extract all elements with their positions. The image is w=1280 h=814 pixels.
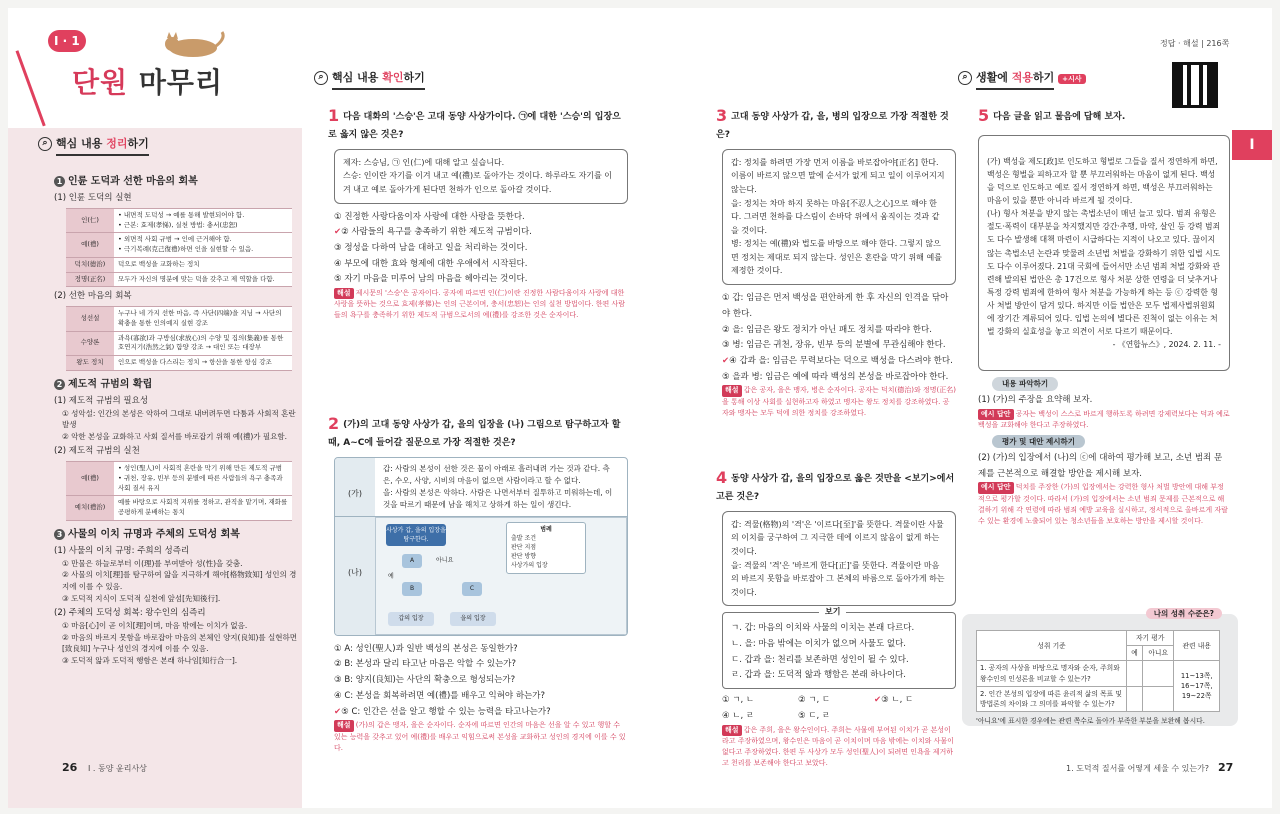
q1-explanation xyxy=(328,288,628,322)
q3-choices xyxy=(716,291,956,385)
summary-para: ② 마음의 바르지 못함을 바로잡아 마음의 본체인 양지(良知)를 실현하면[致良知] 누구나 성인의 경지에 이를 수 있음. xyxy=(62,632,298,654)
choice-text: ⑤ C: 인간은 선을 알고 행할 수 있는 능력을 타고나는가? xyxy=(341,706,551,717)
table-key: 수양론 xyxy=(66,331,114,356)
q2-na-label: (나) xyxy=(335,517,375,635)
yes-checkbox[interactable] xyxy=(1127,661,1143,686)
table-key: 예(禮) xyxy=(66,233,114,258)
bogi-item: ㄹ. 갑과 을: 도덕적 앎과 행함은 본래 하나이다. xyxy=(731,670,906,681)
q2-number: 2 xyxy=(328,414,340,433)
check-mark-icon: ✔ xyxy=(334,227,342,238)
q5-sub1: (1) (가)의 주장을 요약해 보자. xyxy=(978,395,1093,406)
article-box xyxy=(978,135,1230,372)
q5-number: 5 xyxy=(978,106,990,125)
q2-ga-label: (가) xyxy=(335,458,375,516)
summary-para: ② 악한 본성을 교화하고 사회 질서를 바로잡기 위해 예(禮)가 필요함. xyxy=(62,431,288,441)
table-header-row xyxy=(977,631,1220,646)
legend-item: 사상가의 입장 xyxy=(511,561,548,569)
choice[interactable]: ③ 정성을 다하여 남을 대하고 일을 처리하는 것이다. xyxy=(334,242,528,253)
self-check-table xyxy=(976,630,1220,712)
choice[interactable]: ① 갑: 임금은 먼저 백성을 편안하게 한 후 자신의 인격을 닦아야 한다. xyxy=(722,293,949,319)
check-title-hl: 확인 xyxy=(382,71,404,84)
table-value: 모두가 자신의 명분에 맞는 덕을 갖추고 제 역할을 다함. xyxy=(114,272,292,287)
q3-number: 3 xyxy=(716,106,728,125)
col-related: 관련 내용 xyxy=(1174,631,1220,661)
table-key: 인(仁) xyxy=(66,208,114,233)
q1-number: 1 xyxy=(328,106,340,125)
q1-stem xyxy=(328,104,628,143)
left-page-number: 26 xyxy=(62,761,78,774)
apply-title-b: 하기 xyxy=(1033,71,1055,84)
summary-sub-1-1: (1) 인륜 도덕의 실현 xyxy=(54,193,132,203)
check-title-a: 핵심 내용 xyxy=(332,71,379,84)
table-row xyxy=(66,233,292,258)
right-page xyxy=(640,8,1272,808)
table-key: 성선설 xyxy=(66,307,114,332)
pill-comprehension xyxy=(992,377,1230,391)
q5-text: 다음 글을 읽고 물음에 답해 보자. xyxy=(993,112,1126,122)
choice[interactable]: ⑤ ㄷ, ㄹ xyxy=(798,710,831,721)
self-check-panel xyxy=(962,609,1238,726)
table-value: • 외면적 사회 규범 → 인에 근거해야 함. • 극기복례(克己復禮)하면 인을 실현할 수 있음. xyxy=(114,233,292,258)
col-yes: 예 xyxy=(1127,646,1143,661)
choice[interactable]: ② 을: 임금은 왕도 정치가 아닌 패도 정치를 따라야 한다. xyxy=(722,324,932,335)
table-value: 예를 바탕으로 사회적 지위를 정하고, 관직을 맡기며, 재화를 공평하게 분배하는 통치 xyxy=(114,496,292,521)
q3-expl-text: 갑은 공자, 을은 맹자, 병은 순자이다. 공자는 덕치(德治)와 정명(正名)을 통해 이상 사회를 실현하고자 하였고 맹자는 왕도 정치를 강조하였다. 공자와 맹자는 모두 덕에 의한 정치를 강조하였다. xyxy=(722,386,956,417)
summary-para: ① 마음[心]이 곧 이치[理]이며, 마음 밖에는 이치가 없음. xyxy=(62,620,248,630)
check-mark-icon: ✔ xyxy=(874,695,882,706)
q4-statement-box: 갑: 격물(格物)의 '격'은 '이르다[至]'를 뜻한다. 격물이란 사물의 이치를 궁구하여 그 지극한 데에 이르지 않음이 없게 하는 것이다. 을: 격물의 '격'은 '바르게 한다[正]'를 뜻한다. 격물이란 마음의 바르지 못함을 바로잡아 그 본체의 바름으로 돌아가게 하는 것이다. xyxy=(722,511,956,607)
table-key: 예(禮) xyxy=(66,462,114,496)
q2-text: (가)의 고대 동양 사상가 갑, 을의 입장을 (나) 그림으로 탐구하고자 할 때, A~C에 들어갈 질문으로 가장 적절한 것은? xyxy=(328,420,621,448)
table-value: 누구나 네 가지 선한 마음, 즉 사단(四端)을 지님 → 사단의 확충을 통한 인의예지 실현 강조 xyxy=(114,307,292,332)
article-source: - 《연합뉴스》, 2024. 2. 11. - xyxy=(1112,340,1221,350)
q5-answer-2 xyxy=(978,482,1230,527)
col-self-eval: 자기 평가 xyxy=(1127,631,1174,646)
q3-statement-box: 갑: 정치를 하려면 가장 먼저 이름을 바로잡아야[正名] 한다. 이름이 바르지 않으면 말에 순서가 없게 되고 일이 이루어지지 않는다. 을: 정치는 차마 하지 못하는 마음[不忍人之心]으로 해야 한다. 그러면 천하를 다스림이 손바닥 위에서 움직이는 것과 같을 것이다. 병: 정치는 예(禮)와 법도를 바탕으로 해야 한다. 그렇지 않으면 정치는 제대로 되지 않는다. 성인은 혼란을 막기 위해 예를 제정한 것이다. xyxy=(722,149,956,285)
q3-stem xyxy=(716,104,956,143)
summary-title-a: 핵심 내용 xyxy=(56,137,103,150)
no-checkbox[interactable] xyxy=(1142,686,1173,711)
q2-expl-text: (가)의 갑은 맹자, 을은 순자이다. 순자에 따르면 인간의 마음은 선을 알 수 있고 행할 수 있는 능력을 갖추고 있어 예(禮)를 배우고 익힘으로써 본성을 교화하고 성인의 경지에 이를 수 있다. xyxy=(334,721,626,752)
pill-evaluation xyxy=(992,435,1230,449)
answer-tag: 예시 답안 xyxy=(978,409,1014,420)
q2-na-row xyxy=(335,517,627,635)
flow-legend xyxy=(506,522,586,574)
yes-checkbox[interactable] xyxy=(1127,686,1143,711)
q5-answer-1 xyxy=(978,409,1230,431)
choice[interactable]: ① A: 성인(聖人)과 일반 백성의 본성은 동일한가? xyxy=(334,643,518,654)
pill-comprehension-label: 내용 파악하기 xyxy=(992,377,1058,390)
q3-explanation xyxy=(716,385,956,419)
summary-heading-3 xyxy=(54,527,298,542)
question-1 xyxy=(328,104,628,322)
summary-title-hl: 정리 xyxy=(106,137,128,150)
lesson-badge xyxy=(48,30,100,54)
choice-answer[interactable] xyxy=(722,354,956,370)
q3-text: 고대 동양 사상가 갑, 을, 병의 입장으로 가장 적절한 것은? xyxy=(716,112,949,140)
choice[interactable]: ④ C: 본성을 회복하려면 예(禮)를 배우고 익혀야 하는가? xyxy=(334,690,545,701)
check-title-b: 하기 xyxy=(403,71,425,84)
table-row xyxy=(66,307,292,332)
no-checkbox[interactable] xyxy=(1142,661,1173,686)
table-row xyxy=(66,208,292,233)
num-badge-2: 2 xyxy=(54,379,65,390)
col-standard: 성취 기준 xyxy=(977,631,1127,661)
summary-heading-2 xyxy=(54,377,298,392)
flow-end-1: 갑의 입장 xyxy=(388,612,434,626)
summary-heading-2-text: 제도적 규범의 확립 xyxy=(68,378,153,390)
question-2 xyxy=(328,412,628,754)
choice[interactable]: ② B: 본성과 달리 타고난 마음은 악할 수 있는가? xyxy=(334,659,517,670)
choice-text: ④ 갑과 을: 임금은 무력보다는 덕으로 백성을 다스려야 한다. xyxy=(729,355,953,366)
table-key: 덕치(德治) xyxy=(66,257,114,272)
table-row xyxy=(66,462,292,496)
magnifier-icon: ⌕ xyxy=(958,71,972,85)
bogi-title: 보기 xyxy=(819,606,846,618)
choice[interactable]: ③ 병: 임금은 귀천, 장유, 빈부 등의 분별에 무관심해야 한다. xyxy=(722,340,946,351)
flow-end-2: 을의 입장 xyxy=(450,612,496,626)
choice[interactable]: ② ㄱ, ㄷ xyxy=(798,695,831,706)
num-badge-1: 1 xyxy=(54,176,65,187)
choice-answer[interactable] xyxy=(874,693,950,709)
magnifier-icon: ⌕ xyxy=(314,71,328,85)
flow-node-a: A xyxy=(402,554,422,568)
table-row xyxy=(66,272,292,287)
apply-section-heading xyxy=(958,70,1086,90)
table-value: • 성인(聖人)이 사회적 혼란을 막기 위해 만든 제도적 규범 • 귀천, 장유, 빈부 등의 분별에 따른 사람들의 욕구 충족과 사회 질서 유지 xyxy=(114,462,292,496)
num-badge-3: 3 xyxy=(54,529,65,540)
table-value: 인으로 백성을 다스리는 정치 → 항산을 통한 항심 강조 xyxy=(114,356,292,371)
magnifier-icon: ⌕ xyxy=(38,137,52,151)
standard-cell: 1. 공자의 사상을 바탕으로 명자와 순자, 주희와 왕수인의 인성론을 비교할 수 있는가? xyxy=(977,661,1127,686)
expl-tag: 해설 xyxy=(334,288,354,299)
apply-title-hl: 적용 xyxy=(1011,71,1033,84)
table-row xyxy=(66,356,292,371)
choice[interactable]: ⑤ 을과 병: 임금은 예에 따라 백성의 본성을 바로잡아야 한다. xyxy=(722,371,949,382)
legend-item: 판단 방향 xyxy=(511,552,537,560)
left-footer-text: I . 동양 윤리사상 xyxy=(88,764,147,773)
answer-reference: 정답 · 해설 | 216쪽 xyxy=(1160,39,1230,48)
col-no: 아니요 xyxy=(1142,646,1173,661)
bogi-item: ㄷ. 갑과 을: 천리를 보존하면 성인이 될 수 있다. xyxy=(731,654,909,665)
choice-text: ② 사람들의 욕구를 충족하기 위한 제도적 규범이다. xyxy=(341,227,532,238)
table-row xyxy=(66,496,292,521)
right-footer-text: 1. 도덕적 질서를 어떻게 세울 수 있는가? xyxy=(1066,764,1210,773)
table-key: 예치(禮治) xyxy=(66,496,114,521)
expl-tag: 해설 xyxy=(722,725,742,736)
q5-sub2: (2) (가)의 입장에서 (나)의 ⓒ에 대하여 평가해 보고, 소년 범죄 문제를 근본적으로 해결할 방안을 제시해 보자. xyxy=(978,452,1223,479)
choice[interactable]: ④ 부모에 대한 효와 형제에 대한 우애에서 시작된다. xyxy=(334,258,528,269)
choice[interactable]: ④ ㄴ, ㄹ xyxy=(722,710,755,721)
unit-title-b: 마무리 xyxy=(138,66,224,99)
summary-table-1 xyxy=(66,208,292,288)
summary-section-heading xyxy=(38,136,149,156)
expl-tag: 해설 xyxy=(722,385,742,396)
table-row xyxy=(66,331,292,356)
flow-node-b: B xyxy=(402,582,422,596)
unit-title xyxy=(72,62,223,104)
check-section-heading xyxy=(314,70,425,90)
summary-table-2 xyxy=(66,306,292,371)
summary-para: ③ 도덕적 지식이 도덕적 실천에 앞섬[先知後行]. xyxy=(62,593,221,603)
q4-number: 4 xyxy=(716,468,728,487)
question-5 xyxy=(978,104,1230,527)
article-text: (가) 백성을 제도[政]로 인도하고 형벌로 그들을 질서 정연하게 하면, 백성은 형벌을 피하고자 할 뿐 부끄러워하는 마음이 없게 된다. 백성을 덕으로 인도하고 예로 질서 정연하게 하면, 백성은 부끄러워하는 마음이 있을 뿐만 아니라 바르게 될 것이다. (나) 형사 처분을 받지 않는 촉법소년이 매년 늘고 있다. 범죄 유형은 절도·폭력이 대부분을 차지했지만 강간·추행, 마약, 살인 등 강력 범죄도 다수 발생해 대책 마련이 시급하다는 지적이 나오고 있다. 끊이지 않는 촉법소년 논란과 맞물려 소년법 처벌을 강화하기 위한 입법 시도도 다수 이루어졌다. 21대 국회에 들어서만 소년 범죄 처벌 강화와 관련해 발의된 법안은 총 17건으로 형사 처분 상한 연령을 더 낮추거나 특정 강력 범죄에 한하여 형사 처분을 가능하게 하는 등 ⓒ 강력한 형사 처벌 방안이 담겨 있다. 하지만 이들 법안은 모두 법제사법위원회에 장기간 계류되어 있다. 입법 논의에 별다른 진척이 없는 이유는 처벌 강화의 실효성을 놓고 의견이 서로 다르기 때문이다. xyxy=(987,156,1221,337)
current-affairs-tag: +시사 xyxy=(1058,74,1085,84)
table-value: 과욕(寡欲)과 구방심(求放心)의 수양 및 집의(集義)를 통한 호연지기(浩然之氣) 함양 강조 → 대인 또는 대장부 xyxy=(114,331,292,356)
lesson-badge-dot: I · 1 xyxy=(48,30,86,52)
summary-sub-1-2: (2) 선한 마음의 회복 xyxy=(54,291,132,302)
flow-label-yes: 예 xyxy=(388,572,394,580)
answer-tag: 예시 답안 xyxy=(978,482,1014,493)
q2-ga-text: 갑: 사람의 본성이 선한 것은 물이 아래로 흘러내려 가는 것과 같다. 측은, 수오, 사양, 시비의 마음이 없으면 사람이라고 할 수 없다. 을: 사람의 본성은 악하다. 사람은 나면서부터 질투하고 미워하는데, 이것을 따르기 때문에 남을 해치고 상하게 하는 일이 생긴다. xyxy=(383,463,613,509)
answer-1-text: 공자는 백성이 스스로 바르게 행하도록 하려면 강제력보다는 덕과 예로 백성을 교화해야 한다고 주장하였다. xyxy=(978,409,1230,430)
q2-explanation xyxy=(328,720,628,754)
table-key: 정명(正名) xyxy=(66,272,114,287)
flowchart-diagram xyxy=(375,517,627,635)
table-row xyxy=(66,257,292,272)
q1-expl-text: 제시문의 '스승'은 공자이다. 공자에 따르면 인(仁)이란 진정한 사람다움이자 사랑에 대한 사랑을 뜻하는 것으로 효제(孝悌)는 인의 근본이며, 충서(忠恕)는 인의 실천 방법이다. 한편 사람들의 욕구를 충족하기 위한 제도적 규범으로서의 예(禮)를 강조한 것은 순자이다. xyxy=(334,289,625,320)
q2-box xyxy=(334,457,628,636)
self-check-title: 나의 성취 수준은? xyxy=(1146,608,1222,619)
flow-start: 사상가 갑, 을의 입장을 탐구한다. xyxy=(386,524,446,546)
summary-sub-3-1: (1) 사물의 이치 규명: 주희의 성즉리 xyxy=(54,545,190,556)
table-value: • 내면적 도덕성 → 예를 통해 발현되어야 함. • 근본: 효제(孝悌), 실천 방법: 충서(忠恕) xyxy=(114,208,292,233)
summary-para: ① 만물은 하늘로부터 이(理)를 부여받아 성(性)을 갖춤. xyxy=(62,558,243,568)
unit-tab[interactable]: I xyxy=(1232,130,1272,160)
question-3 xyxy=(716,104,956,419)
left-page xyxy=(8,8,640,808)
q2-choices xyxy=(328,642,628,721)
summary-table-3 xyxy=(66,461,292,521)
unit-title-a: 단원 xyxy=(72,66,129,99)
q1-choices xyxy=(328,210,628,289)
choice[interactable]: ① ㄱ, ㄴ xyxy=(722,695,755,706)
summary-sub-2-2: (2) 제도적 규범의 실천 xyxy=(54,446,140,457)
legend-item: 판단 지점 xyxy=(511,543,537,551)
table-row xyxy=(977,661,1220,686)
apply-title-a: 생활에 xyxy=(976,71,1008,84)
q5-stem xyxy=(978,104,1230,129)
cat-illustration xyxy=(158,30,228,60)
flow-node-c: C xyxy=(462,582,482,596)
standard-cell: 2. 인간 본성의 입장에 따른 윤리적 삶의 목표 및 방법론의 차이와 그 의미를 파악할 수 있는가? xyxy=(977,686,1127,711)
choice-text: ③ ㄴ, ㄷ xyxy=(881,695,914,706)
choice-answer[interactable] xyxy=(334,705,628,721)
q2-ga-row xyxy=(335,458,627,517)
summary-sub-2-1: (1) 제도적 규범의 필요성 xyxy=(54,395,149,406)
bogi-item: ㄴ. 을: 마음 밖에는 이치가 없으며 사물도 없다. xyxy=(731,639,906,650)
self-check-note: '아니요'에 표시한 경우에는 관련 쪽수로 돌아가 부족한 부분을 보완해 봅시다. xyxy=(976,717,1205,726)
choice[interactable]: ⑤ 자기 마음을 미루어 남의 마음을 헤아리는 것이다. xyxy=(334,274,528,285)
qr-code[interactable] xyxy=(1172,62,1218,108)
flow-label-no: 아니요 xyxy=(436,556,454,564)
summary-sub-3-2: (2) 주체의 도덕성 회복: 왕수인의 심즉리 xyxy=(54,608,206,619)
expl-tag: 해설 xyxy=(334,720,354,731)
summary-content xyxy=(54,168,298,666)
legend-title: 범례 xyxy=(540,525,552,533)
summary-para: ③ 도덕적 앎과 도덕적 행함은 본래 하나임[知行合一]. xyxy=(62,655,238,665)
choice-answer[interactable] xyxy=(334,225,628,241)
choice[interactable]: ① 진정한 사랑다움이자 사랑에 대한 사랑을 뜻한다. xyxy=(334,211,525,222)
q1-dialogue-box: 제자: 스승님, ㉠ 인(仁)에 대해 알고 싶습니다. 스승: 인이란 자기를 이겨 내고 예(禮)로 돌아가는 것이다. 하루라도 자기를 이겨 내고 예로 돌아가게 된다면 천하가 인으로 돌아갈 것이다. xyxy=(334,149,628,204)
table-key: 왕도 정치 xyxy=(66,356,114,371)
pill-evaluation-label: 평가 및 대안 제시하기 xyxy=(992,435,1085,448)
q4-expl-text: 갑은 주희, 을은 왕수인이다. 주희는 사물에 부여된 이치가 곧 본성이라고 주장하였으며, 왕수인은 마음이 곧 이치이며 마음 밖에는 이치와 사물이 없다고 주장하였다. 한편 두 사상가 모두 성인(聖人)이 되려면 인욕을 제거하고 천리를 보존해야 한다고 보았다. xyxy=(722,725,954,768)
bogi-box xyxy=(722,607,956,689)
q2-stem xyxy=(328,412,628,451)
summary-heading-1-text: 인륜 도덕과 선한 마음의 회복 xyxy=(68,176,198,187)
right-page-number: 27 xyxy=(1218,761,1234,774)
choice[interactable]: ③ B: 양지(良知)는 사단의 확충으로 형성되는가? xyxy=(334,675,516,686)
bogi-item: ㄱ. 갑: 마음의 이치와 사물의 이치는 본래 다르다. xyxy=(731,623,915,634)
check-mark-icon: ✔ xyxy=(722,355,730,366)
related-cell: 11~13쪽, 16~17쪽, 19~22쪽 xyxy=(1174,661,1220,712)
q4-stem xyxy=(716,466,956,505)
summary-title-b: 하기 xyxy=(127,137,149,150)
q4-choices xyxy=(716,693,956,724)
summary-heading-1 xyxy=(54,174,298,189)
summary-para: ① 성악설: 인간의 본성은 악하여 그대로 내버려두면 다툼과 사회적 혼란 발생 xyxy=(62,408,296,430)
summary-heading-3-text: 사물의 이치 규명과 주체의 도덕성 회복 xyxy=(68,528,240,540)
summary-para: ② 사물의 이치[理]를 탐구하여 앎을 지극하게 해야[格物致知] 성인의 경지에 이를 수 있음. xyxy=(62,570,297,591)
q4-explanation xyxy=(716,725,956,770)
q1-text: 다음 대화의 '스승'은 고대 동양 사상가이다. ㉠에 대한 '스승'의 입장으로 옳지 않은 것은? xyxy=(328,112,621,140)
check-mark-icon: ✔ xyxy=(334,706,342,717)
answer-2-text: 덕치를 주장한 (가)의 입장에서는 강력한 형사 처벌 방안에 대해 부정적으로 평가할 것이다. 따라서 (가)의 입장에서는 소년 범죄 문제를 근본적으로 해결하기 위해 각 연령에 따라 범죄 예방 교육을 실시하고, 정서적으로 올바르게 자랄 수 있는 환경에 노출되어 있는 청소년들을 보호하는 방안을 제시할 것이다. xyxy=(978,483,1228,525)
q4-text: 동양 사상가 갑, 을의 입장으로 옳은 것만을 <보기>에서 고른 것은? xyxy=(716,474,955,502)
question-4 xyxy=(716,466,956,769)
legend-item: 출발 조건 xyxy=(511,534,537,542)
table-value: 덕으로 백성을 교화하는 정치 xyxy=(114,257,292,272)
